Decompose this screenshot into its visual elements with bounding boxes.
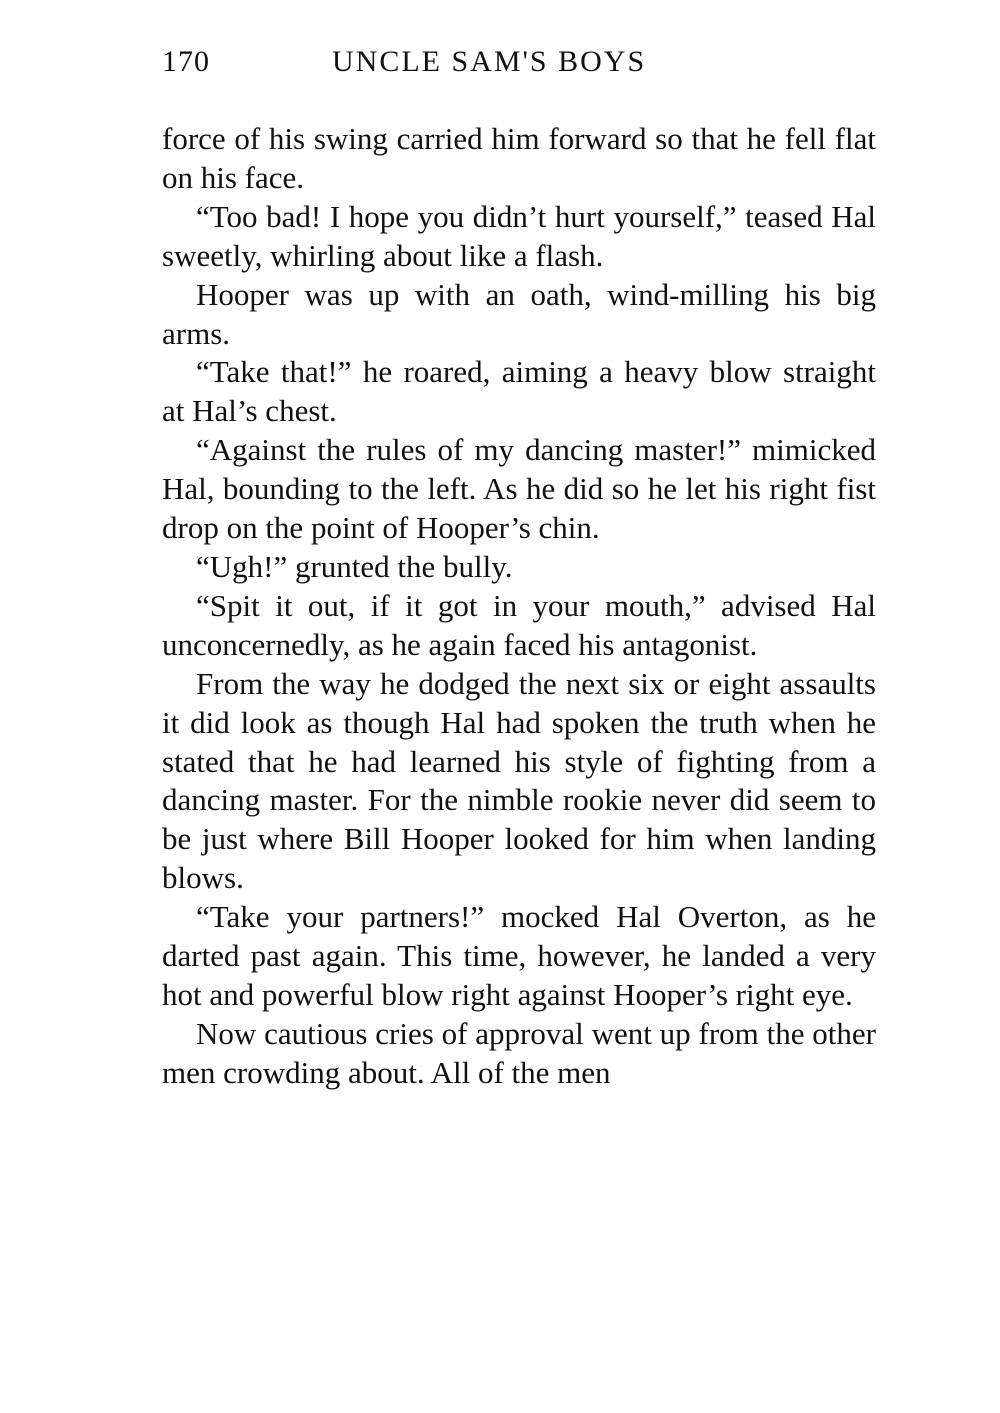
paragraph: “Spit it out, if it got in your mouth,” advised Hal unconcernedly, as he again faced his antagonist. bbox=[162, 587, 876, 662]
paragraph: “Take that!” he roared, aiming a heavy blow straight at Hal’s chest. bbox=[162, 354, 876, 429]
paragraph: From the way he dodged the next six or eight assaults it did look as though Hal had spoken the truth when he stated that he had learned his style of fighting from a dancing master. For the nimble rookie never did seem to be just where Bill Hooper looked for him when landing blows. bbox=[162, 665, 876, 896]
paragraph: “Ugh!” grunted the bully. bbox=[196, 548, 513, 584]
paragraph: “Take your partners!” mocked Hal Overton, as he darted past again. This time, however, he landed a very hot and powerful blow right against Hooper’s right eye. bbox=[162, 899, 876, 1012]
paragraph: “Too bad! I hope you didn’t hurt yourself,” teased Hal sweetly, whirling about like a flash. bbox=[162, 198, 876, 273]
page-number: 170 bbox=[162, 45, 210, 78]
paragraph: Now cautious cries of approval went up from the other men crowding about. All of the men bbox=[162, 1015, 876, 1090]
running-head bbox=[162, 40, 722, 84]
running-title: UNCLE SAM'S BOYS bbox=[332, 45, 647, 78]
body-text bbox=[162, 120, 876, 1093]
paragraph: Hooper was up with an oath, wind-milling his big arms. bbox=[162, 276, 876, 351]
paragraph: force of his swing carried him forward so that he fell flat on his face. bbox=[162, 121, 876, 195]
paragraph: “Against the rules of my dancing master!” mimicked Hal, bounding to the left. As he did so he let his right fist drop on the point of Hooper’s chin. bbox=[162, 432, 876, 546]
